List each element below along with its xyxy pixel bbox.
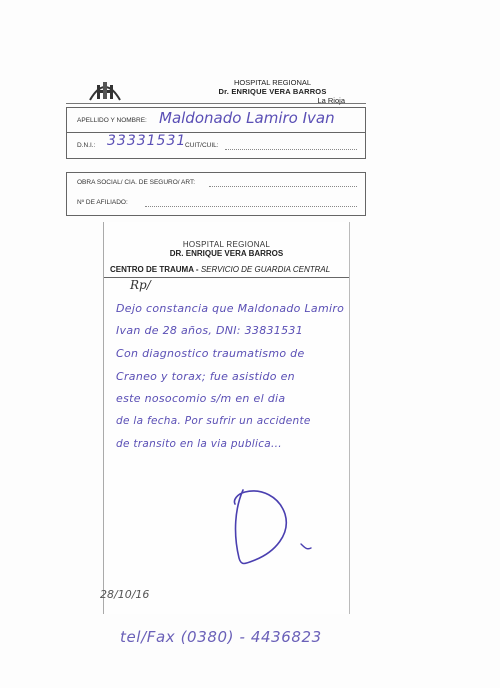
note-line-4: Craneo y torax; fue asistido en: [116, 370, 295, 383]
header-line-2: Dr. ENRIQUE VERA BARROS: [218, 87, 327, 96]
date-text: 28/10/16: [100, 588, 150, 601]
insurance-info-box: [66, 172, 366, 216]
afiliado-dotted-line: [145, 206, 357, 207]
afiliado-label: Nº DE AFILIADO:: [77, 199, 128, 206]
note-line-1: Dejo constancia que Maldonado Lamiro: [116, 302, 345, 315]
service-label: SERVICIO DE GUARDIA CENTRAL: [200, 265, 331, 274]
note-line-3: Con diagnostico traumatismo de: [116, 347, 305, 360]
note-line-7: de transito en la via publica...: [116, 438, 282, 450]
dept-label: CENTRO DE TRAUMA -: [110, 265, 199, 274]
header-line-1: HOSPITAL REGIONAL: [233, 78, 312, 87]
hospital-header: [180, 78, 365, 105]
slip-title-2: DR. ENRIQUE VERA BARROS: [169, 249, 284, 258]
note-line-5: este nosocomio s/m en el dia: [116, 392, 286, 405]
obra-label: OBRA SOCIAL/ CIA. DE SEGURO/ ART:: [77, 179, 195, 186]
patient-info-box: [66, 107, 366, 159]
cuit-dotted-line: [225, 149, 357, 150]
rp-label: Rp/: [130, 278, 151, 292]
signature-icon: [215, 478, 325, 578]
name-label: APELLIDO Y NOMBRE:: [77, 117, 147, 124]
note-line-2: Ivan de 28 años, DNI: 33831531: [116, 324, 304, 337]
dni-label: D.N.I.:: [77, 142, 96, 149]
obra-dotted-line: [209, 186, 357, 187]
note-line-6: de la fecha. Por sufrir un accidente: [116, 415, 311, 427]
header-city: La Rioja: [317, 96, 345, 105]
cuit-label: CUIT/CUIL:: [185, 142, 219, 149]
dni-value: 33331531: [107, 133, 187, 149]
name-row: [67, 108, 365, 133]
slip-department: [110, 265, 345, 274]
name-value: Maldonado Lamiro Ivan: [159, 109, 335, 127]
hospital-logo-icon: [88, 76, 122, 102]
dni-row: [67, 133, 365, 157]
slip-header: [104, 240, 349, 258]
phone-text: tel/Fax (0380) - 4436823: [120, 628, 322, 646]
slip-title-1: HOSPITAL REGIONAL: [182, 240, 271, 249]
